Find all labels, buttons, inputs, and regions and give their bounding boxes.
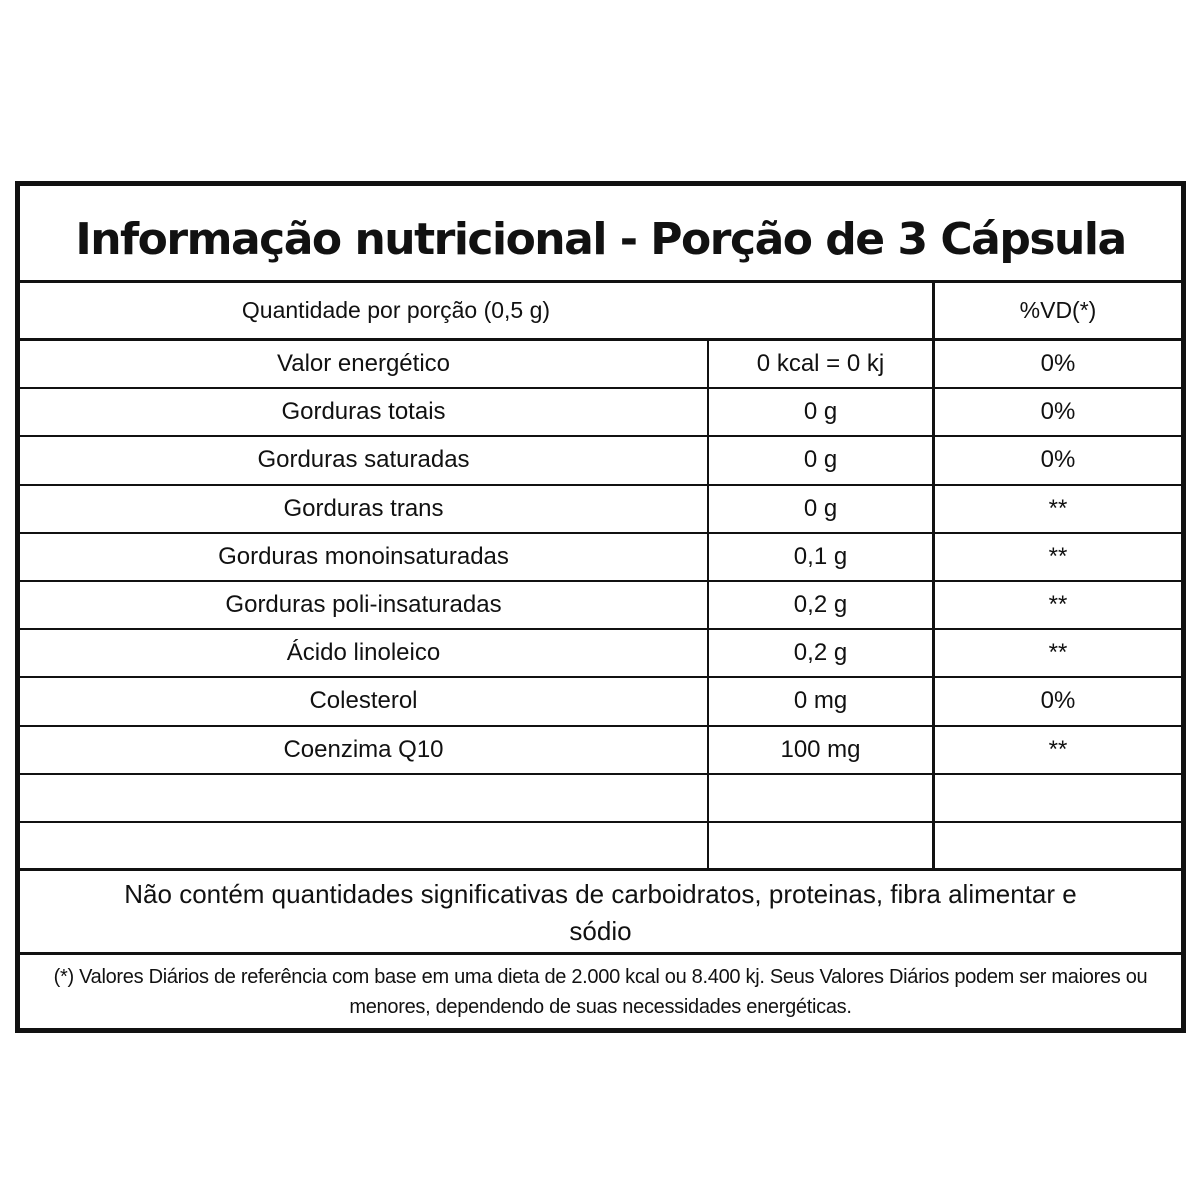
table-row (20, 630, 1181, 678)
table-row (20, 437, 1181, 485)
table-row (20, 486, 1181, 534)
nutrient-name: Gorduras trans (283, 494, 444, 522)
nutrient-name: Gorduras poli-insaturadas (225, 591, 502, 619)
nutrient-amount: 100 mg (707, 727, 932, 773)
nutrient-daily-value: 0% (932, 437, 1181, 483)
table-row (20, 727, 1181, 775)
nutrient-amount: 0 g (707, 486, 932, 532)
not-significant-notice: Não contém quantidades significativas de carboidratos, proteinas, fibra alimentar e sódio (124, 878, 1077, 946)
nutrient-amount (707, 823, 932, 868)
nutrient-name (20, 823, 707, 868)
nutrient-name: Colesterol (309, 687, 418, 715)
nutrient-daily-value: 0% (932, 389, 1181, 435)
table-title: Informação nutricional - Porção de 3 Cápsula (75, 213, 1126, 265)
nutrient-name: Gorduras saturadas (257, 446, 470, 474)
nutrient-name: Coenzima Q10 (283, 735, 444, 763)
notice-row (20, 873, 1181, 955)
empty-table-row (20, 823, 1181, 871)
empty-table-row (20, 775, 1181, 823)
nutrient-amount: 0,1 g (707, 534, 932, 580)
title-row (20, 186, 1181, 283)
nutrient-daily-value: ** (932, 582, 1181, 628)
nutrient-amount: 0 mg (707, 678, 932, 724)
nutrition-facts-table (15, 181, 1186, 1033)
nutrient-daily-value (932, 823, 1181, 868)
nutrient-name: Gorduras monoinsaturadas (218, 542, 509, 570)
nutrient-amount (707, 775, 932, 821)
nutrient-daily-value: 0% (932, 678, 1181, 724)
nutrient-amount: 0 g (707, 389, 932, 435)
serving-size-label: Quantidade por porção (0,5 g) (241, 297, 551, 323)
table-row (20, 389, 1181, 437)
table-row (20, 582, 1181, 630)
nutrient-daily-value: ** (932, 630, 1181, 676)
table-row (20, 678, 1181, 726)
nutrient-name: Ácido linoleico (286, 639, 441, 667)
nutrient-daily-value: ** (932, 727, 1181, 773)
nutrient-amount: 0 kcal = 0 kj (707, 341, 932, 387)
nutrient-daily-value: 0% (932, 341, 1181, 387)
nutrient-daily-value: ** (932, 486, 1181, 532)
nutrient-daily-value (932, 775, 1181, 821)
table-row (20, 341, 1181, 389)
footnote-row (20, 955, 1181, 1028)
nutrient-amount: 0,2 g (707, 630, 932, 676)
nutrient-name (20, 775, 707, 821)
daily-value-header: %VD(*) (932, 283, 1181, 338)
nutrient-amount: 0,2 g (707, 582, 932, 628)
table-row (20, 534, 1181, 582)
nutrient-name: Valor energético (277, 350, 450, 378)
nutrient-name: Gorduras totais (281, 398, 446, 426)
header-row (20, 283, 1181, 341)
nutrient-amount: 0 g (707, 437, 932, 483)
nutrient-daily-value: ** (932, 534, 1181, 580)
daily-value-footnote: (*) Valores Diários de referência com base em uma dieta de 2.000 kcal ou 8.400 kj. Seus Valores Diários podem ser maiores ou menores, dependendo de suas necessidades energéticas. (53, 965, 1148, 1018)
nutrient-rows (20, 341, 1181, 871)
